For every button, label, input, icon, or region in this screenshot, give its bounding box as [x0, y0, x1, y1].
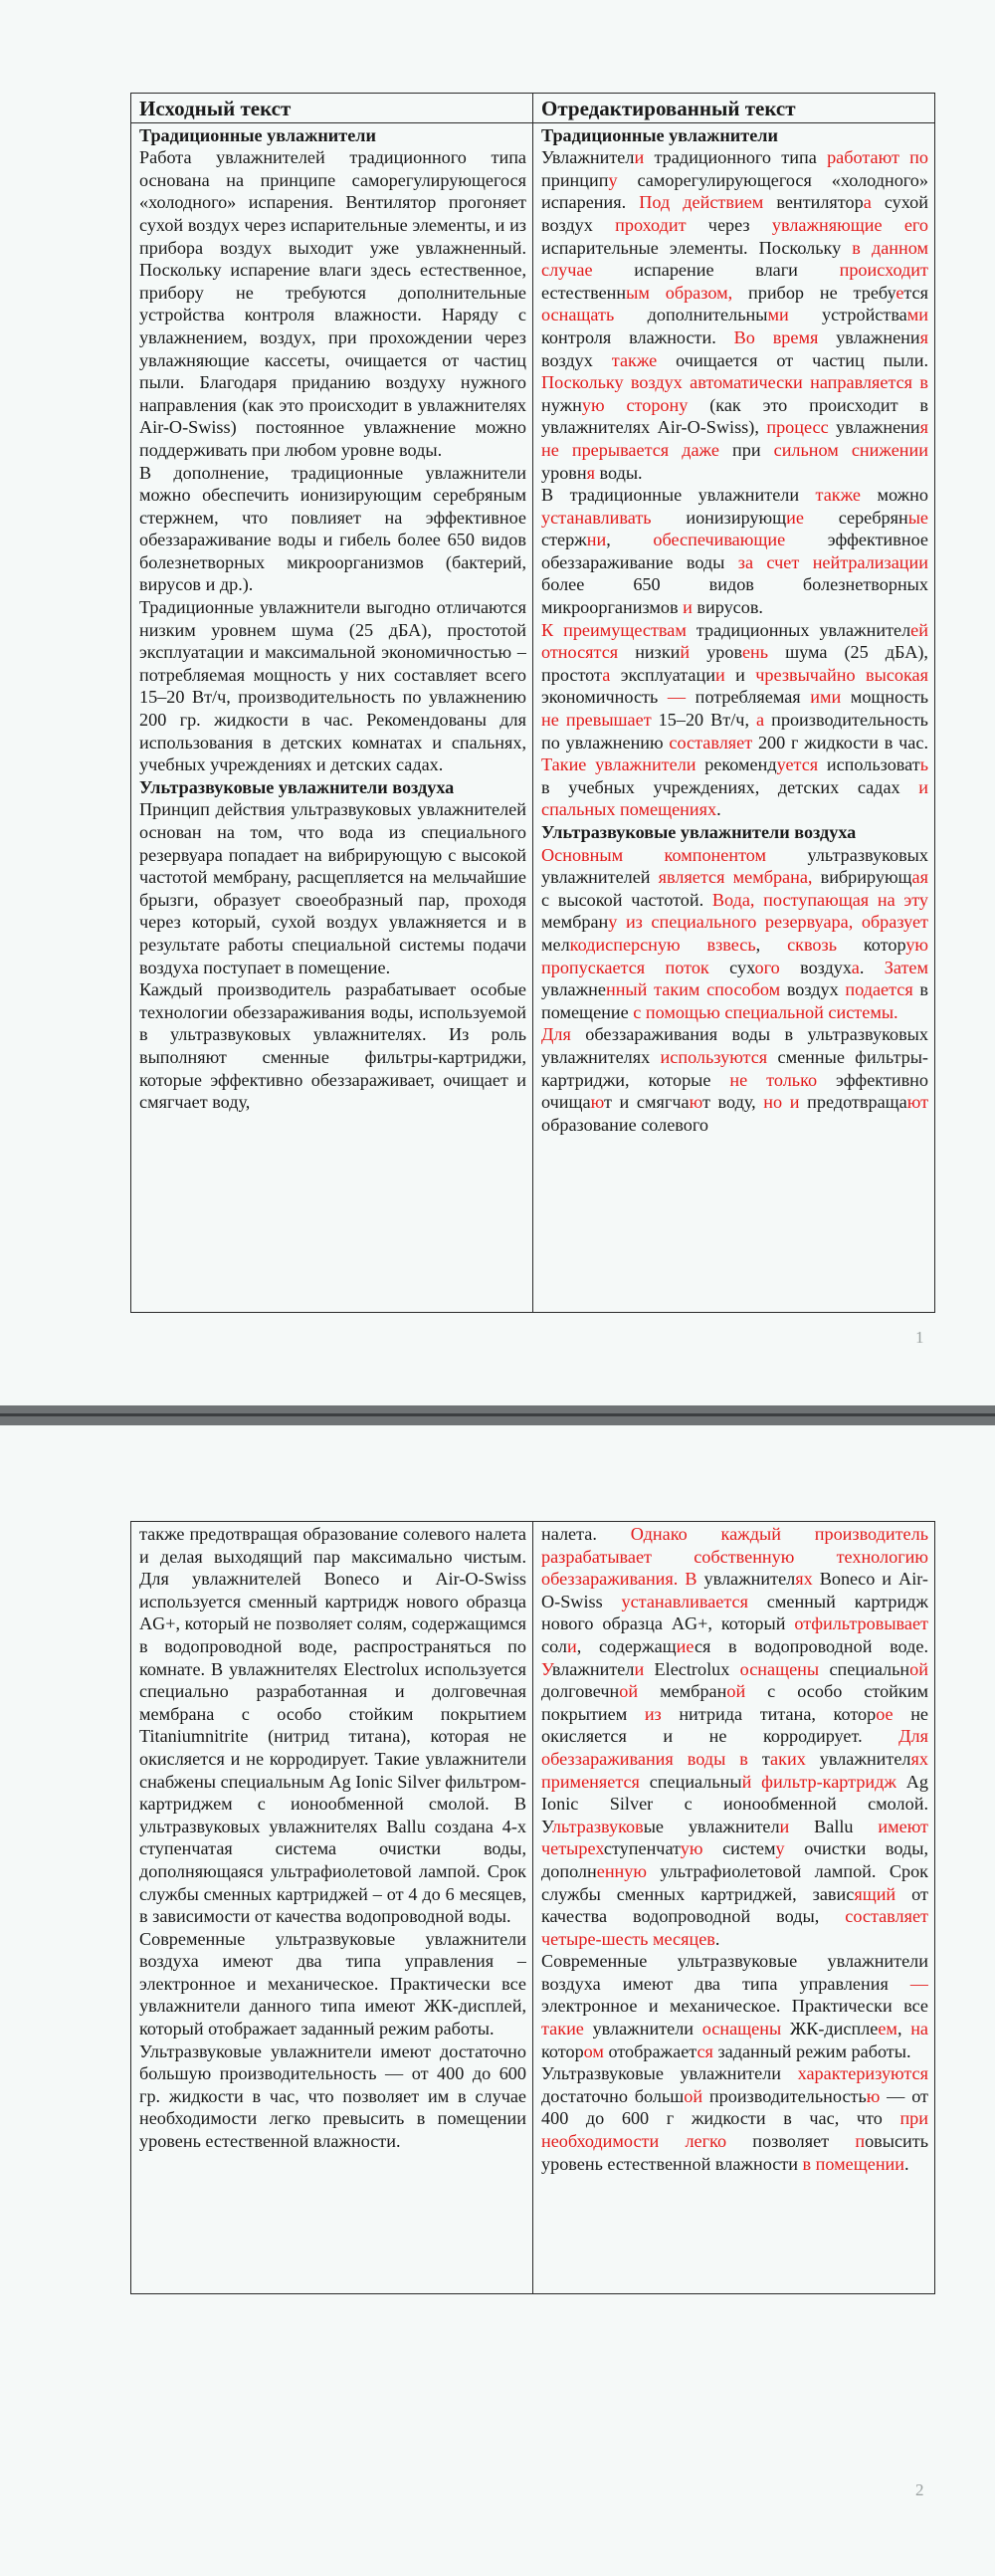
- text-segment: очищается от частиц пыли.: [657, 349, 928, 370]
- text-segment: рекоменд: [696, 754, 777, 775]
- edit-highlight: а: [756, 710, 765, 731]
- text-segment: производительность по увлажнению: [541, 710, 928, 752]
- text-segment: Boneco и Air-O-Swiss: [541, 1569, 928, 1611]
- text-segment: экономичность: [541, 687, 668, 708]
- paragraph: Принцип действия ультразвуковых увлажнителей основан на том, что вода из специального резервуара попадает на вибрирующую с высокой частотой мембрану, расщепляется на мельчайшие брызги, образует своеобразный пар, проходя через который, сухой воздух увлажняется и в результате работы специальной системы подачи воздуха поступает в помещение.: [139, 799, 526, 977]
- edit-highlight: увлажняющие его: [771, 214, 928, 235]
- table-row: [131, 1522, 935, 2294]
- text-segment: котор: [541, 2040, 584, 2061]
- edited-text-cell: [533, 1522, 935, 2294]
- text-segment: эффективное обеззараживание воды: [541, 530, 928, 572]
- text-segment: ся в водопроводной воде.: [694, 1635, 928, 1656]
- edit-highlight: ем: [878, 2019, 897, 2039]
- edit-highlight: составляет четыре-шесть месяцев: [541, 1906, 928, 1949]
- text-segment: потребляемая: [686, 687, 811, 708]
- edit-highlight: ю: [689, 1092, 702, 1113]
- edit-highlight: подается: [845, 979, 913, 1000]
- text-segment: специальны: [639, 1771, 742, 1792]
- edit-highlight: нный таким способом: [605, 979, 781, 1000]
- edited-text-column: [541, 124, 928, 1310]
- text-segment: 15–20 Вт/ч,: [651, 710, 757, 731]
- text-segment: т: [747, 1748, 771, 1769]
- text-segment: принцип: [541, 169, 609, 190]
- edit-highlight: у: [608, 912, 618, 933]
- text-segment: мембран: [638, 1681, 727, 1702]
- text-segment: нитрида титана, котор: [661, 1703, 877, 1724]
- edit-highlight: Такие увлажнители: [541, 754, 696, 775]
- edit-highlight: ей: [910, 619, 928, 640]
- edit-highlight: и: [683, 597, 693, 618]
- comparison-table: [130, 93, 935, 1313]
- paragraph: [541, 146, 928, 484]
- text-segment: тся: [903, 282, 928, 303]
- edit-highlight: я: [919, 417, 928, 438]
- edit-highlight: оснащены: [701, 2019, 782, 2039]
- edit-highlight: имеют: [878, 1816, 928, 1836]
- text-segment: через: [686, 214, 772, 235]
- text-segment: котор: [837, 934, 906, 955]
- edit-highlight: ми: [906, 305, 928, 325]
- edit-highlight: составляет: [669, 732, 753, 752]
- table-row: [131, 122, 935, 1312]
- text-segment: увлажне: [541, 979, 606, 1000]
- edit-highlight: а: [863, 192, 872, 213]
- text-segment: увлажнители: [583, 2019, 702, 2039]
- paragraph: Современные ультразвуковые увлажнители воздуха имеют два типа управления – электронное и механическое. Практически все увлажнители данного типа имеют ЖК-дисплей, который отображает заданный режим работы.: [139, 1928, 526, 2039]
- edit-highlight: ящий: [854, 1883, 896, 1904]
- text-segment: в помещение: [541, 979, 928, 1022]
- text-segment: очистки воды, дополн: [541, 1838, 928, 1881]
- edit-highlight: относятся: [541, 642, 619, 663]
- text-segment: эксплуатаци: [610, 664, 715, 685]
- edit-highlight: у: [775, 1838, 785, 1859]
- edit-highlight: сильном снижении: [773, 439, 928, 460]
- edit-highlight: уется: [776, 754, 819, 775]
- edit-highlight: из: [644, 1703, 662, 1724]
- text-segment: воздух: [779, 957, 852, 977]
- edit-highlight: из специального резервуара, образует: [625, 912, 928, 933]
- edit-highlight: ся: [696, 2040, 713, 2061]
- edit-highlight: я: [586, 462, 595, 483]
- text-segment: позволяет: [726, 2131, 856, 2152]
- text-segment: вентилятор: [763, 192, 864, 213]
- paragraph: Ультразвуковые увлажнители имеют достаточно большую производительность — от 400 до 600 гр. жидкости в час, что позволяет им в случае необходимости легко превысить в помещении уровень естественной влажности.: [139, 2040, 526, 2152]
- section-heading: Традиционные увлажнители: [139, 124, 376, 145]
- text-segment: увлажнени: [828, 417, 920, 438]
- edit-highlight: ими: [810, 687, 842, 708]
- page-number: 2: [915, 2480, 924, 2499]
- paragraph: [541, 619, 928, 821]
- edit-highlight: ни: [586, 530, 607, 550]
- text-segment: прибор не требу: [732, 282, 896, 303]
- text-segment: эффективно очища: [541, 1069, 928, 1113]
- edit-highlight: ая: [911, 867, 928, 888]
- edit-highlight: ми: [767, 305, 789, 325]
- edit-highlight: и: [634, 147, 645, 168]
- edit-highlight: и: [779, 1816, 790, 1836]
- text-segment: ЖК-диспле: [781, 2019, 879, 2039]
- edit-highlight: и спальных помещениях: [541, 776, 928, 820]
- text-segment: устройства: [788, 305, 907, 325]
- text-segment: с особо стойким покрытием: [541, 1681, 928, 1724]
- text-segment: уровн: [541, 462, 587, 483]
- edit-highlight: ой: [684, 2085, 703, 2106]
- edit-highlight: й: [741, 1771, 752, 1792]
- edit-highlight: с помощью специальной системы.: [633, 1001, 898, 1022]
- edit-highlight: —: [909, 1973, 928, 1994]
- edit-highlight: отфильтровывает: [794, 1613, 928, 1634]
- edit-highlight: Во время: [733, 326, 819, 347]
- text-segment: саморегулирующегося «холодного» испарения.: [541, 169, 928, 213]
- edit-highlight: ую пропускается поток: [541, 934, 928, 977]
- paragraph: Традиционные увлажнители выгодно отличаются низким уровнем шума (25 дБА), простотой эксплуатации и максимальной экономичностью – потребляемая мощность у них составляет всего 15–20 Вт/ч, производительность по увлажнению 200 гр. жидкости в час. Рекомендованы для использования в детских комнатах и спальнях, учебных учреждениях и детских садах.: [139, 597, 526, 775]
- edit-highlight: й: [680, 642, 691, 663]
- text-segment: .: [904, 2153, 909, 2174]
- text-segment: сол: [541, 1635, 568, 1656]
- edited-text-column: [541, 1523, 928, 2291]
- text-segment: сух: [708, 957, 755, 977]
- text-segment: увлажнени: [818, 326, 920, 347]
- text-segment: можно: [861, 485, 928, 506]
- edit-highlight: Для: [541, 1024, 571, 1045]
- text-segment: мембран: [541, 912, 609, 933]
- text-segment: воздух: [780, 979, 846, 1000]
- header-original: Исходный текст: [131, 94, 533, 123]
- text-segment: испарение влаги: [592, 260, 840, 281]
- edit-highlight: при необходимости легко: [541, 2108, 928, 2152]
- page-2: [0, 1425, 995, 2576]
- edit-highlight: также: [611, 349, 658, 370]
- text-segment: серебрян: [803, 507, 908, 528]
- text-segment: ,: [755, 934, 788, 955]
- comparison-table-continued: [130, 1521, 935, 2294]
- edit-highlight: сторону: [626, 394, 689, 415]
- text-segment: дополнительны: [614, 305, 768, 325]
- text-segment: обеззараживания воды в ультразвуковых увлажнителях: [541, 1024, 928, 1067]
- edit-highlight: ие: [676, 1635, 695, 1656]
- text-segment: электронное и механическое. Практически все: [541, 1996, 928, 2017]
- edit-highlight: Вода, поступающая на эту: [711, 889, 928, 910]
- text-segment: нужн: [541, 394, 582, 415]
- text-segment: , содержащ: [576, 1635, 677, 1656]
- paragraph: также предотвращая образование солевого налета и делая выходящий пар максимально чистым. Для увлажнителей Boneco и Air-O-Swiss используется сменный картридж нового образца AG+, который не позволяет солям, содержащимся в водопроводной воде, распространяться по комнате. В увлажнителях Electrolux используется специально разработанная и долговечная мембрана с особо стойким покрытием Titaniumnitrite (нитрид титана), которая не окисляется и не корродирует. Такие увлажнители снабжены специальным Ag Ionic Silver фильтром-картриджем с ионообменной смолой. В ультразвуковых увлажнителях Ballu создана 4-х ступенчатая система очистки воды, дополняющаяся ультрафиолетовой лампой. Срок службы сменных картриджей – от 4 до 6 месяцев, в зависимости от качества водопроводной воды.: [139, 1524, 526, 1927]
- text-segment: [751, 1772, 761, 1792]
- text-segment: систем: [702, 1838, 776, 1859]
- original-text-cell: [131, 122, 533, 1312]
- text-segment: ,: [606, 530, 654, 550]
- text-segment: ультразвуковых увлажнителей: [541, 844, 928, 888]
- text-segment: воды.: [594, 462, 643, 483]
- edit-highlight: ень: [741, 642, 769, 663]
- edit-highlight: устанавливается: [621, 1591, 748, 1611]
- text-segment: воздух: [541, 349, 612, 370]
- text-segment: сменный картридж нового образца AG+, который: [541, 1591, 928, 1634]
- edit-highlight: ую: [581, 394, 605, 415]
- text-segment: В традиционные увлажнители: [541, 485, 816, 506]
- edit-highlight: сквозь: [787, 934, 838, 955]
- edit-highlight: енную: [596, 1860, 647, 1881]
- edit-highlight: ях: [795, 1569, 813, 1590]
- text-segment: традиционного типа: [644, 147, 828, 168]
- edit-highlight: оснащены: [739, 1658, 820, 1679]
- paragraph: [541, 2062, 928, 2175]
- text-segment: ионизирующ: [651, 507, 787, 528]
- text-segment: т воду,: [701, 1092, 764, 1113]
- page-separator: [0, 1405, 995, 1425]
- text-segment: стерж: [541, 530, 587, 550]
- text-segment: овысить уровень естественной влажности: [541, 2131, 928, 2174]
- text-segment: Ballu: [789, 1816, 879, 1836]
- edit-highlight: на: [910, 2019, 928, 2039]
- text-segment: Electrolux: [644, 1658, 740, 1679]
- edit-highlight: ые: [907, 507, 928, 528]
- paragraph: Каждый производитель разрабатывает особые технологии обеззараживания воды, используемой в ультразвуковых увлажнителях. Из роль выполняют сменные фильтры-картриджи, которые эффективно обеззараживает, очищает и смягчает воду,: [139, 979, 526, 1113]
- text-segment: контроля влажности.: [541, 326, 734, 347]
- text-segment: 200 г жидкости в час.: [752, 732, 928, 752]
- edit-highlight: п: [855, 2131, 866, 2152]
- text-segment: образование солевого: [541, 1114, 708, 1135]
- edit-highlight: ой: [909, 1658, 928, 1679]
- text-segment: ,: [896, 2019, 911, 2039]
- edited-text-cell: [533, 122, 935, 1312]
- text-segment: шума (25 дБА), простот: [541, 642, 928, 685]
- text-segment: при: [718, 439, 774, 460]
- edit-highlight: ой: [619, 1681, 639, 1702]
- text-segment: — от 400 до 600 г жидкости в час, что: [541, 2085, 928, 2129]
- original-text-column: [139, 124, 526, 1310]
- text-segment: заданный режим работы.: [712, 2040, 911, 2061]
- edit-highlight: кодисперсную взвесь: [569, 934, 756, 955]
- paragraph: [541, 1523, 928, 1950]
- edit-highlight: ое: [876, 1703, 894, 1724]
- section-heading: Ультразвуковые увлажнители воздуха: [139, 776, 455, 797]
- edit-highlight: Поскольку воздух автоматически направляется в: [541, 372, 928, 393]
- header-edited: Отредактированный текст: [533, 94, 935, 123]
- paragraph: В дополнение, традиционные увлажнители можно обеспечить ионизирующим серебряным стержнем, что повлияет на эффективное обеззараживание воды и гибель более 650 видов болезнетворных микроорганизмов (бактерий, вирусов и др.).: [139, 462, 526, 595]
- edit-highlight: аких: [770, 1748, 806, 1769]
- edit-highlight: характеризуются: [797, 2063, 928, 2084]
- text-segment: мощность: [841, 687, 928, 708]
- edit-highlight: У: [541, 1658, 552, 1679]
- text-segment: испарительные элементы. Поскольку: [541, 237, 853, 258]
- text-segment: достаточно больш: [541, 2085, 685, 2106]
- text-segment: вирусов.: [692, 597, 763, 618]
- paragraph: [541, 1023, 928, 1136]
- edit-highlight: происходит: [839, 260, 928, 281]
- text-segment: низки: [618, 642, 681, 663]
- edit-highlight: в помещении: [802, 2153, 905, 2174]
- text-segment: Ультразвуковые увлажнители: [541, 2063, 798, 2084]
- edit-highlight: обеспечивающие: [653, 530, 786, 550]
- edit-highlight: ю: [590, 1092, 604, 1113]
- edit-highlight: не только: [729, 1069, 818, 1090]
- text-segment: ые увлажнител: [643, 1816, 780, 1836]
- edit-highlight: является мембрана,: [658, 867, 813, 888]
- text-segment: более 650 видов болезнетворных микроорганизмов: [541, 574, 928, 618]
- edit-highlight: Однако каждый производитель разрабатывает собственную технологию обеззараживания.: [541, 1524, 928, 1590]
- edit-highlight: за счет нейтрализации: [737, 551, 928, 572]
- text-segment: специальн: [819, 1658, 910, 1679]
- text-segment: мел: [541, 934, 570, 955]
- edit-highlight: —: [667, 687, 687, 708]
- edit-highlight: не превышает: [541, 710, 652, 731]
- text-segment: сменные фильтры-картриджи, которые: [541, 1046, 928, 1090]
- edit-highlight: я: [919, 326, 928, 347]
- text-segment: предотвраща: [799, 1092, 907, 1113]
- edit-highlight: и: [714, 664, 725, 685]
- edit-highlight: а: [602, 664, 611, 685]
- edit-highlight: Основным компонентом: [541, 844, 767, 865]
- text-segment: в учебных учреждениях, детских садах: [541, 776, 919, 797]
- table-header-row: [131, 94, 935, 123]
- text-segment: .: [716, 799, 721, 820]
- text-segment: долговечн: [541, 1681, 620, 1702]
- edit-highlight: ом: [583, 2040, 604, 2061]
- edit-highlight: ого: [754, 957, 780, 977]
- text-segment: (как это происходит в увлажнителях Air-O-Swiss),: [541, 394, 928, 438]
- text-segment: с высокой частотой.: [541, 889, 712, 910]
- text-segment: т и смягча: [603, 1092, 690, 1113]
- text-segment: сухой воздух: [541, 192, 928, 235]
- edit-highlight: Для обеззараживания воды в: [541, 1726, 928, 1769]
- paragraph: [541, 844, 928, 1024]
- separator-line: [0, 1413, 995, 1416]
- edit-highlight: и: [634, 1658, 645, 1679]
- text-segment: ультрафиолетовой лампой. Срок службы сменных картриджей, завис: [541, 1860, 928, 1904]
- edit-highlight: ым образом,: [626, 282, 733, 303]
- text-segment: производительность: [702, 2085, 867, 2106]
- text-segment: естественн: [541, 282, 627, 303]
- text-segment: [605, 395, 627, 415]
- section-heading: [541, 821, 928, 844]
- edit-highlight: в данном случае: [541, 237, 928, 281]
- paragraph: [541, 1950, 928, 2062]
- edit-highlight: ой: [726, 1681, 746, 1702]
- text-segment: налета.: [541, 1524, 631, 1544]
- text-segment: использоват: [818, 754, 920, 775]
- edit-highlight: работают по: [827, 147, 928, 168]
- text-segment: ступенчат: [603, 1838, 681, 1859]
- text-segment: и: [724, 664, 756, 685]
- edit-highlight: и: [567, 1635, 577, 1656]
- edit-highlight: такие: [541, 2019, 584, 2039]
- edit-highlight: Затем: [884, 957, 928, 977]
- paragraph: Работа увлажнителей традиционного типа основана на принципе саморегулирующегося «холодного» испарения. Вентилятор прогоняет сухой воздух через испарительные элементы, и из прибора воздух выходит уже увлажненный. Поскольку испарение влаги здесь естественное, прибору не требуются дополнительные устройства контроля влажности. Наряду с увлажнением, воздух, при прохождении через увлажняющие кассеты, очищается от частиц пыли. Благодаря приданию воздуху нужного направления (как это происходит в увлажнителях Air-O-Swiss) постоянное увлажнение можно поддерживать при любом уровне воды.: [139, 147, 526, 460]
- original-text-column: [139, 1523, 526, 2291]
- edit-highlight: но и: [763, 1092, 800, 1113]
- edit-highlight: ую: [680, 1838, 703, 1859]
- original-text-cell: [131, 1522, 533, 2294]
- text-segment: отображает: [603, 2040, 697, 2061]
- edit-highlight: ях: [910, 1748, 928, 1769]
- edit-highlight: а: [851, 957, 860, 977]
- text-segment: Ультразвуковые увлажнители воздуха: [541, 822, 857, 842]
- edit-highlight: ие: [786, 507, 804, 528]
- text-segment: [617, 912, 626, 932]
- edit-highlight: применяется: [541, 1771, 640, 1792]
- edit-highlight: процесс: [766, 417, 829, 438]
- edit-highlight: К преимуществам: [541, 619, 687, 640]
- text-segment: Ag Ionic Silver с ионообменной смолой. У: [541, 1771, 928, 1836]
- edit-highlight: ь: [919, 754, 928, 775]
- text-segment: вибрирующ: [812, 867, 912, 888]
- text-segment: от качества водопроводной воды,: [541, 1883, 928, 1927]
- edit-highlight: не прерывается даже: [541, 439, 719, 460]
- edit-highlight: у: [608, 169, 618, 190]
- page-number: 1: [915, 1328, 924, 1347]
- edit-highlight: оснащать: [541, 305, 615, 325]
- edit-highlight: е: [896, 282, 904, 303]
- text-segment: .: [714, 1928, 720, 1949]
- edit-highlight: ю: [866, 2085, 881, 2106]
- text-segment: традиционных увлажнител: [686, 619, 911, 640]
- edit-highlight: чрезвычайно высокая: [755, 664, 928, 685]
- text-segment: уров: [690, 642, 742, 663]
- edit-highlight: фильтр-картридж: [761, 1771, 896, 1792]
- edit-highlight: ют: [906, 1092, 928, 1113]
- paragraph: [541, 484, 928, 619]
- edit-highlight: используются: [660, 1046, 768, 1067]
- edit-highlight: Под действием: [639, 192, 764, 213]
- text-segment: увлажнител: [696, 1569, 796, 1590]
- edit-highlight: четырех: [541, 1838, 604, 1859]
- edit-highlight: устанавливать: [541, 507, 652, 528]
- text-segment: Традиционные увлажнители: [541, 124, 778, 145]
- text-segment: влажнител: [551, 1658, 635, 1679]
- text-segment: Современные ультразвуковые увлажнители воздуха имеют два типа управления: [541, 1951, 928, 1994]
- edit-highlight: проходит: [615, 214, 687, 235]
- edit-highlight: льтразвуков: [551, 1816, 644, 1836]
- text-segment: .: [859, 957, 885, 977]
- edit-highlight: также: [815, 485, 862, 506]
- edit-highlight: В: [685, 1569, 697, 1590]
- text-segment: не окисляется и не корродирует.: [541, 1703, 928, 1747]
- text-segment: увлажнител: [805, 1748, 911, 1769]
- text-segment: Увлажнител: [541, 147, 635, 168]
- section-heading: [541, 124, 928, 147]
